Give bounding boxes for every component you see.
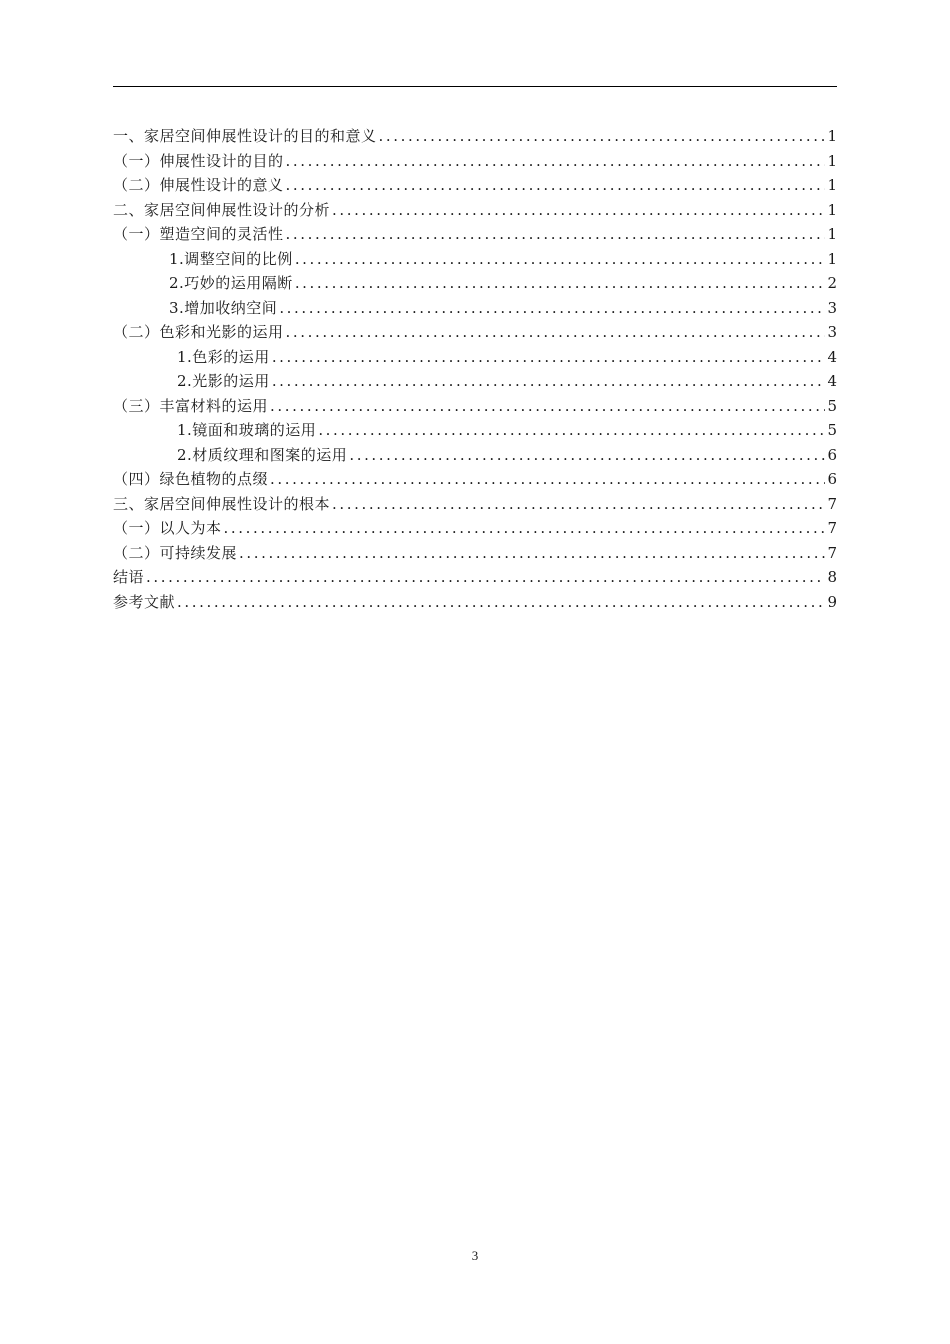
toc-entry-title: （一）以人为本	[113, 519, 222, 537]
toc-entry-title: 3.增加收纳空间	[169, 298, 278, 317]
toc-leader-dots	[318, 418, 825, 443]
toc-entry[interactable]	[113, 516, 837, 541]
toc-entry-title: （二）可持续发展	[113, 543, 238, 562]
toc-entry-page: 2	[827, 274, 837, 292]
toc-entry-page: 9	[827, 592, 837, 611]
toc-leader-dots	[332, 198, 825, 223]
toc-entry-title: 1.镜面和玻璃的运用	[177, 421, 317, 439]
toc-entry[interactable]	[113, 492, 837, 517]
toc-entry-title: 三、家居空间伸展性设计的根本	[113, 494, 331, 513]
toc-entry-title: 1.调整空间的比例	[169, 249, 293, 268]
toc-entry[interactable]	[113, 320, 837, 345]
toc-entry[interactable]	[113, 296, 837, 321]
toc-leader-dots	[286, 222, 826, 247]
toc-entry[interactable]	[113, 369, 837, 394]
toc-leader-dots	[270, 467, 825, 492]
toc-entry-title: 2.材质纹理和图案的运用	[177, 445, 348, 464]
toc-entry-title: 结语	[113, 568, 145, 586]
table-of-contents	[113, 124, 837, 614]
toc-entry[interactable]	[113, 173, 837, 198]
toc-entry-page: 6	[827, 470, 837, 488]
toc-entry-page: 7	[827, 519, 837, 537]
toc-entry-title: 一、家居空间伸展性设计的目的和意义	[113, 127, 377, 145]
toc-entry[interactable]	[113, 418, 837, 443]
toc-leader-dots	[279, 296, 825, 321]
toc-leader-dots	[349, 443, 825, 468]
toc-leader-dots	[295, 247, 826, 272]
toc-entry-page: 1	[827, 200, 837, 219]
toc-entry[interactable]	[113, 590, 837, 615]
toc-entry[interactable]	[113, 443, 837, 468]
toc-leader-dots	[270, 394, 825, 419]
toc-entry-title: 2.巧妙的运用隔断	[169, 274, 293, 292]
toc-entry-page: 4	[827, 347, 837, 366]
toc-leader-dots	[272, 369, 826, 394]
toc-entry-page: 3	[827, 298, 837, 317]
toc-entry[interactable]	[113, 541, 837, 566]
toc-leader-dots	[272, 345, 826, 370]
toc-entry[interactable]	[113, 271, 837, 296]
toc-entry-page: 1	[827, 225, 837, 243]
toc-leader-dots	[239, 541, 825, 566]
toc-entry[interactable]	[113, 222, 837, 247]
toc-entry[interactable]	[113, 345, 837, 370]
toc-entry-page: 1	[827, 176, 837, 194]
toc-entry-page: 6	[827, 445, 837, 464]
toc-entry-page: 8	[827, 568, 837, 586]
toc-entry-page: 3	[827, 323, 837, 341]
toc-entry-title: 1.色彩的运用	[177, 347, 270, 366]
toc-leader-dots	[224, 516, 826, 541]
toc-entry-title: 参考文献	[113, 592, 176, 611]
toc-entry[interactable]	[113, 149, 837, 174]
toc-entry-page: 4	[827, 372, 837, 390]
toc-entry-page: 5	[827, 396, 837, 415]
toc-entry[interactable]	[113, 247, 837, 272]
toc-leader-dots	[286, 320, 826, 345]
toc-entry-page: 7	[827, 543, 837, 562]
toc-entry-title: 2.光影的运用	[177, 372, 270, 390]
toc-entry-page: 5	[827, 421, 837, 439]
toc-entry-title: （三）丰富材料的运用	[113, 396, 269, 415]
toc-entry-page: 1	[827, 127, 837, 145]
toc-entry[interactable]	[113, 198, 837, 223]
toc-entry[interactable]	[113, 467, 837, 492]
toc-entry[interactable]	[113, 565, 837, 590]
toc-leader-dots	[286, 149, 826, 174]
toc-leader-dots	[286, 173, 826, 198]
toc-entry[interactable]	[113, 394, 837, 419]
toc-leader-dots	[295, 271, 826, 296]
toc-entry-title: （一）伸展性设计的目的	[113, 151, 284, 170]
toc-entry-title: （四）绿色植物的点缀	[113, 470, 269, 488]
toc-leader-dots	[177, 590, 825, 615]
toc-entry-page: 1	[827, 151, 837, 170]
toc-entry-title: （二）色彩和光影的运用	[113, 323, 284, 341]
toc-entry-title: （一）塑造空间的灵活性	[113, 225, 284, 243]
page-number: 3	[471, 1248, 479, 1263]
toc-entry-title: （二）伸展性设计的意义	[113, 176, 284, 194]
toc-entry-page: 1	[827, 249, 837, 268]
toc-leader-dots	[332, 492, 825, 517]
toc-leader-dots	[146, 565, 825, 590]
toc-leader-dots	[379, 124, 826, 149]
toc-entry-page: 7	[827, 494, 837, 513]
header-rule	[113, 86, 837, 87]
toc-entry-title: 二、家居空间伸展性设计的分析	[113, 200, 331, 219]
toc-entry[interactable]	[113, 124, 837, 149]
